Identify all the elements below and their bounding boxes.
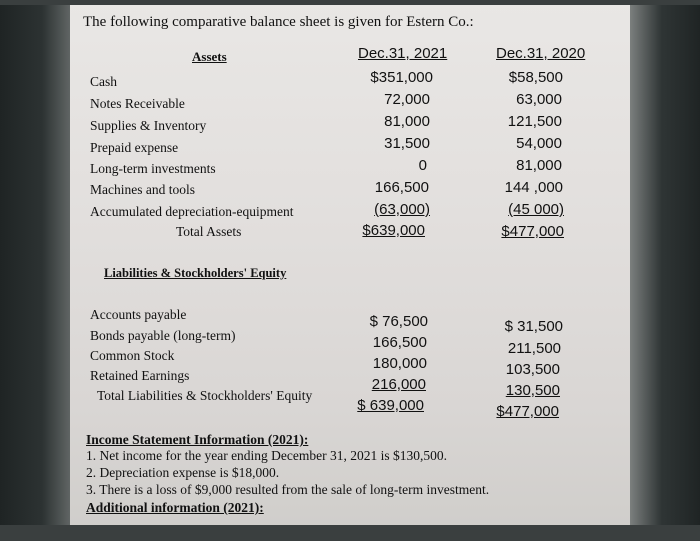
value-2020: $477,000 [496, 403, 559, 420]
row-label: Supplies & Inventory [90, 118, 207, 133]
right-border [630, 0, 700, 541]
row-label: Common Stock [90, 348, 175, 363]
value-2020: 211,500 [507, 340, 561, 357]
left-border [0, 0, 70, 541]
value-2020: 103,500 [505, 361, 560, 378]
intro-text: The following comparative balance sheet is given for Estern Co.: [83, 14, 474, 30]
additional-heading: Additional information (2021): [86, 500, 264, 515]
value-2021: 31,500 [384, 135, 430, 152]
row-label: Accumulated depreciation-equipment [90, 204, 294, 219]
row-label: Retained Earnings [90, 368, 190, 383]
value-2020: 144 ,000 [504, 179, 563, 196]
value-2020: 81,000 [516, 157, 562, 174]
value-2021: $351,000 [370, 69, 433, 86]
top-border [0, 0, 700, 5]
value-2020: $477,000 [501, 223, 564, 240]
row-label: Machines and tools [90, 182, 195, 197]
value-2021: 0 [418, 157, 427, 174]
value-2021: 72,000 [384, 91, 430, 108]
value-2020: 54,000 [516, 135, 562, 152]
row-label: Notes Receivable [90, 96, 185, 111]
bottom-border [0, 525, 700, 541]
column-header-2020: Dec.31, 2020 [496, 45, 586, 62]
row-label: Prepaid expense [90, 140, 179, 155]
value-2021: $ 76,500 [369, 313, 428, 330]
row-label: Bonds payable (long-term) [90, 328, 236, 343]
value-2021: (63,000) [374, 201, 430, 218]
value-2020: $ 31,500 [504, 318, 563, 335]
value-2020: 63,000 [516, 91, 562, 108]
row-label: Cash [90, 74, 117, 89]
income-item-2: 2. Depreciation expense is $18,000. [86, 465, 280, 480]
value-2021: 180,000 [372, 355, 427, 372]
income-heading: Income Statement Information (2021): [86, 432, 309, 447]
income-item-3: 3. There is a loss of $9,000 resulted from the sale of long-term investment. [86, 482, 490, 497]
row-label: Accounts payable [90, 307, 187, 322]
value-2021: 216,000 [371, 376, 426, 393]
value-2020: 130,500 [505, 382, 560, 399]
value-2021: $ 639,000 [357, 397, 424, 414]
assets-heading: Assets [192, 49, 227, 64]
value-2021: 81,000 [384, 113, 430, 130]
row-label: Total Assets [176, 224, 242, 239]
row-label: Total Liabilities & Stockholders' Equity [97, 388, 313, 403]
value-2021: 166,500 [374, 179, 429, 196]
row-label: Long-term investments [90, 161, 216, 176]
value-2021: 166,500 [372, 334, 427, 351]
value-2020: 121,500 [507, 113, 562, 130]
income-item-1: 1. Net income for the year ending December 31, 2021 is $130,500. [86, 448, 448, 463]
column-header-2021: Dec.31, 2021 [358, 45, 448, 62]
value-2021: $639,000 [362, 222, 425, 239]
value-2020: (45 000) [508, 201, 564, 218]
value-2020: $58,500 [508, 69, 563, 86]
liabilities-heading: Liabilities & Stockholders' Equity [104, 266, 287, 280]
